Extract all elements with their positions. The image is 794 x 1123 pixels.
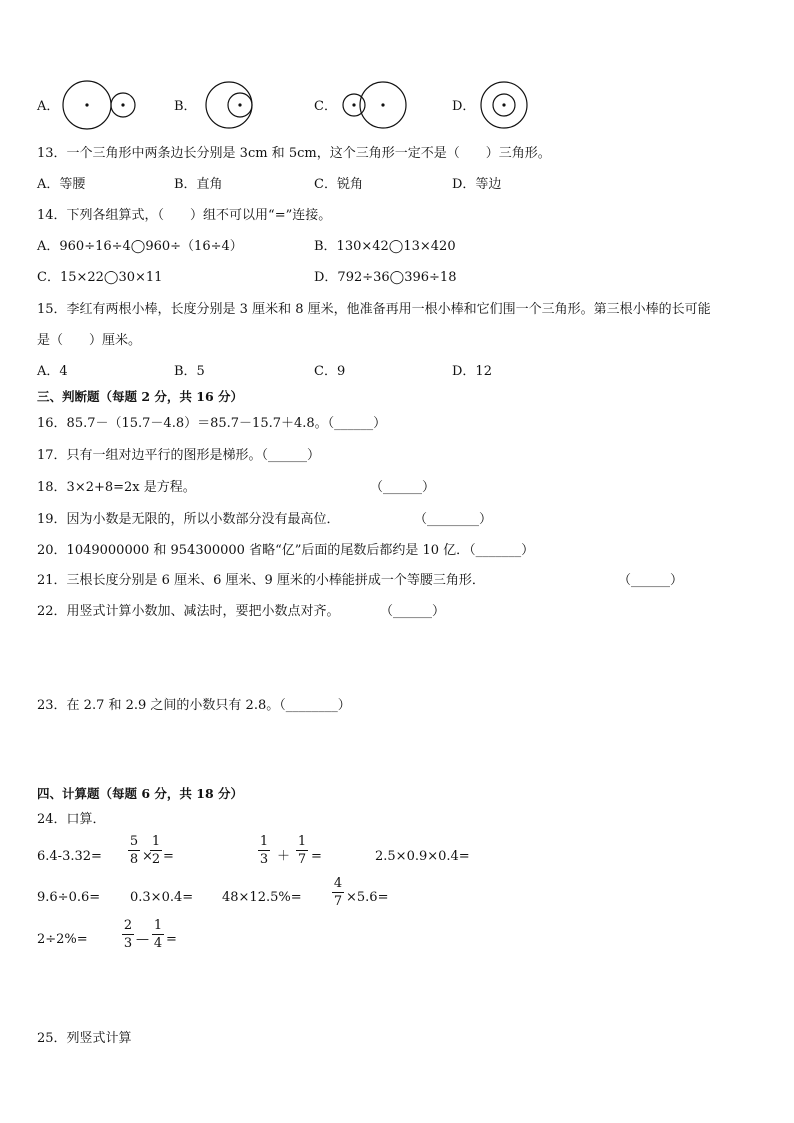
q13-option-d: D．等边 (452, 177, 502, 192)
q24-r2-expr-c: 48×12.5%= (222, 890, 302, 905)
q16-statement: 16．85.7－（15.7－4.8）＝85.7－15.7＋4.8。（______） (37, 416, 387, 431)
q24-r1-eq-b: = (163, 849, 174, 864)
q19-statement: 19．因为小数是无限的，所以小数部分没有最高位． (37, 512, 340, 527)
q24-r2-expr-d-rest: ×5.6= (346, 890, 389, 905)
q24-r1-op-times: × (142, 849, 153, 864)
q12-option-c-label: C． (314, 99, 337, 114)
q14-option-d: D．792÷36◯396÷18 (314, 270, 457, 285)
q24-r3-expr-a: 2÷2%= (37, 932, 88, 947)
q24-r1-expr-a: 6.4-3.32= (37, 849, 102, 864)
q24-r2-frac-4-7: 4 7 (333, 876, 343, 909)
q15-option-d: D．12 (452, 364, 492, 379)
q15-option-b: B．5 (174, 364, 205, 379)
q13-option-b: B．直角 (174, 177, 223, 192)
q24-r1-frac-1-7: 1 7 (297, 834, 307, 867)
q24-label: 24．口算． (37, 812, 106, 827)
q22-answer-blank[interactable]: （______） (380, 604, 446, 619)
q18-answer-blank[interactable]: （______） (370, 480, 436, 495)
q24-r3-op-minus: — (136, 932, 149, 947)
q24-r3-frac-1-4: 1 4 (153, 918, 163, 951)
q14-option-a: A．960÷16÷4◯960÷（16÷4） (37, 239, 243, 254)
q24-r2-expr-b: 0.3×0.4= (130, 890, 194, 905)
q14-option-c: C．15×22◯30×11 (37, 270, 163, 285)
q12-option-a-figure (60, 80, 140, 132)
q14-stem: 14．下列各组算式，（ ）组不可以用“=”连接。 (37, 208, 332, 223)
q15-stem-line1: 15．李红有两根小棒，长度分别是 3 厘米和 8 厘米，他准备再用一根小棒和它们围一个三角形。第三根小棒的长可能 (37, 302, 711, 317)
q24-r2-expr-a: 9.6÷0.6= (37, 890, 101, 905)
q24-r3-eq-b: = (166, 932, 177, 947)
q13-option-a: A．等腰 (37, 177, 86, 192)
q15-option-c: C．9 (314, 364, 346, 379)
q24-r1-frac-5-8: 5 8 (129, 834, 139, 867)
q12-option-b-label: B． (174, 99, 197, 114)
q15-option-a: A．4 (37, 364, 68, 379)
q24-r1-frac-1-2: 1 2 (151, 834, 161, 867)
q12-option-d-figure (478, 80, 532, 132)
q24-r1-eq-c: = (311, 849, 322, 864)
q18-statement: 18．3×2+8=2x 是方程。 (37, 480, 196, 495)
q24-r1-op-plus: ＋ (277, 849, 291, 864)
q21-answer-blank[interactable]: （______） (618, 573, 684, 588)
q12-option-b-figure (204, 80, 260, 132)
section3-title: 三、判断题（每题 2 分，共 16 分） (37, 389, 244, 404)
q23-statement: 23．在 2.7 和 2.9 之间的小数只有 2.8。（________） (37, 698, 351, 713)
q15-stem-line2: 是（ ）厘米。 (37, 333, 142, 348)
q24-r1-expr-d: 2.5×0.9×0.4= (375, 849, 470, 864)
q21-statement: 21．三根长度分别是 6 厘米、6 厘米、9 厘米的小棒能拼成一个等腰三角形． (37, 573, 485, 588)
q24-r3-frac-2-3: 2 3 (123, 918, 133, 951)
q12-option-c-figure (338, 80, 410, 132)
q14-option-b: B．130×42◯13×420 (314, 239, 456, 254)
q12-option-d-label: D． (452, 99, 476, 114)
q17-statement: 17．只有一组对边平行的图形是梯形。（______） (37, 448, 321, 463)
section4-title: 四、计算题（每题 6 分，共 18 分） (37, 786, 244, 801)
q20-statement: 20．1049000000 和 954300000 省略“亿”后面的尾数后都约是 10 亿．（_______） (37, 543, 535, 558)
q13-option-c: C．锐角 (314, 177, 363, 192)
q25-label: 25．列竖式计算 (37, 1031, 132, 1046)
q19-answer-blank[interactable]: （________） (414, 512, 493, 527)
q22-statement: 22．用竖式计算小数加、减法时，要把小数点对齐。 (37, 604, 340, 619)
q12-option-a-label: A． (37, 99, 60, 114)
q13-stem: 13．一个三角形中两条边长分别是 3cm 和 5cm，这个三角形一定不是（ ）三角形。 (37, 146, 551, 161)
q24-r1-frac-1-3: 1 3 (259, 834, 269, 867)
